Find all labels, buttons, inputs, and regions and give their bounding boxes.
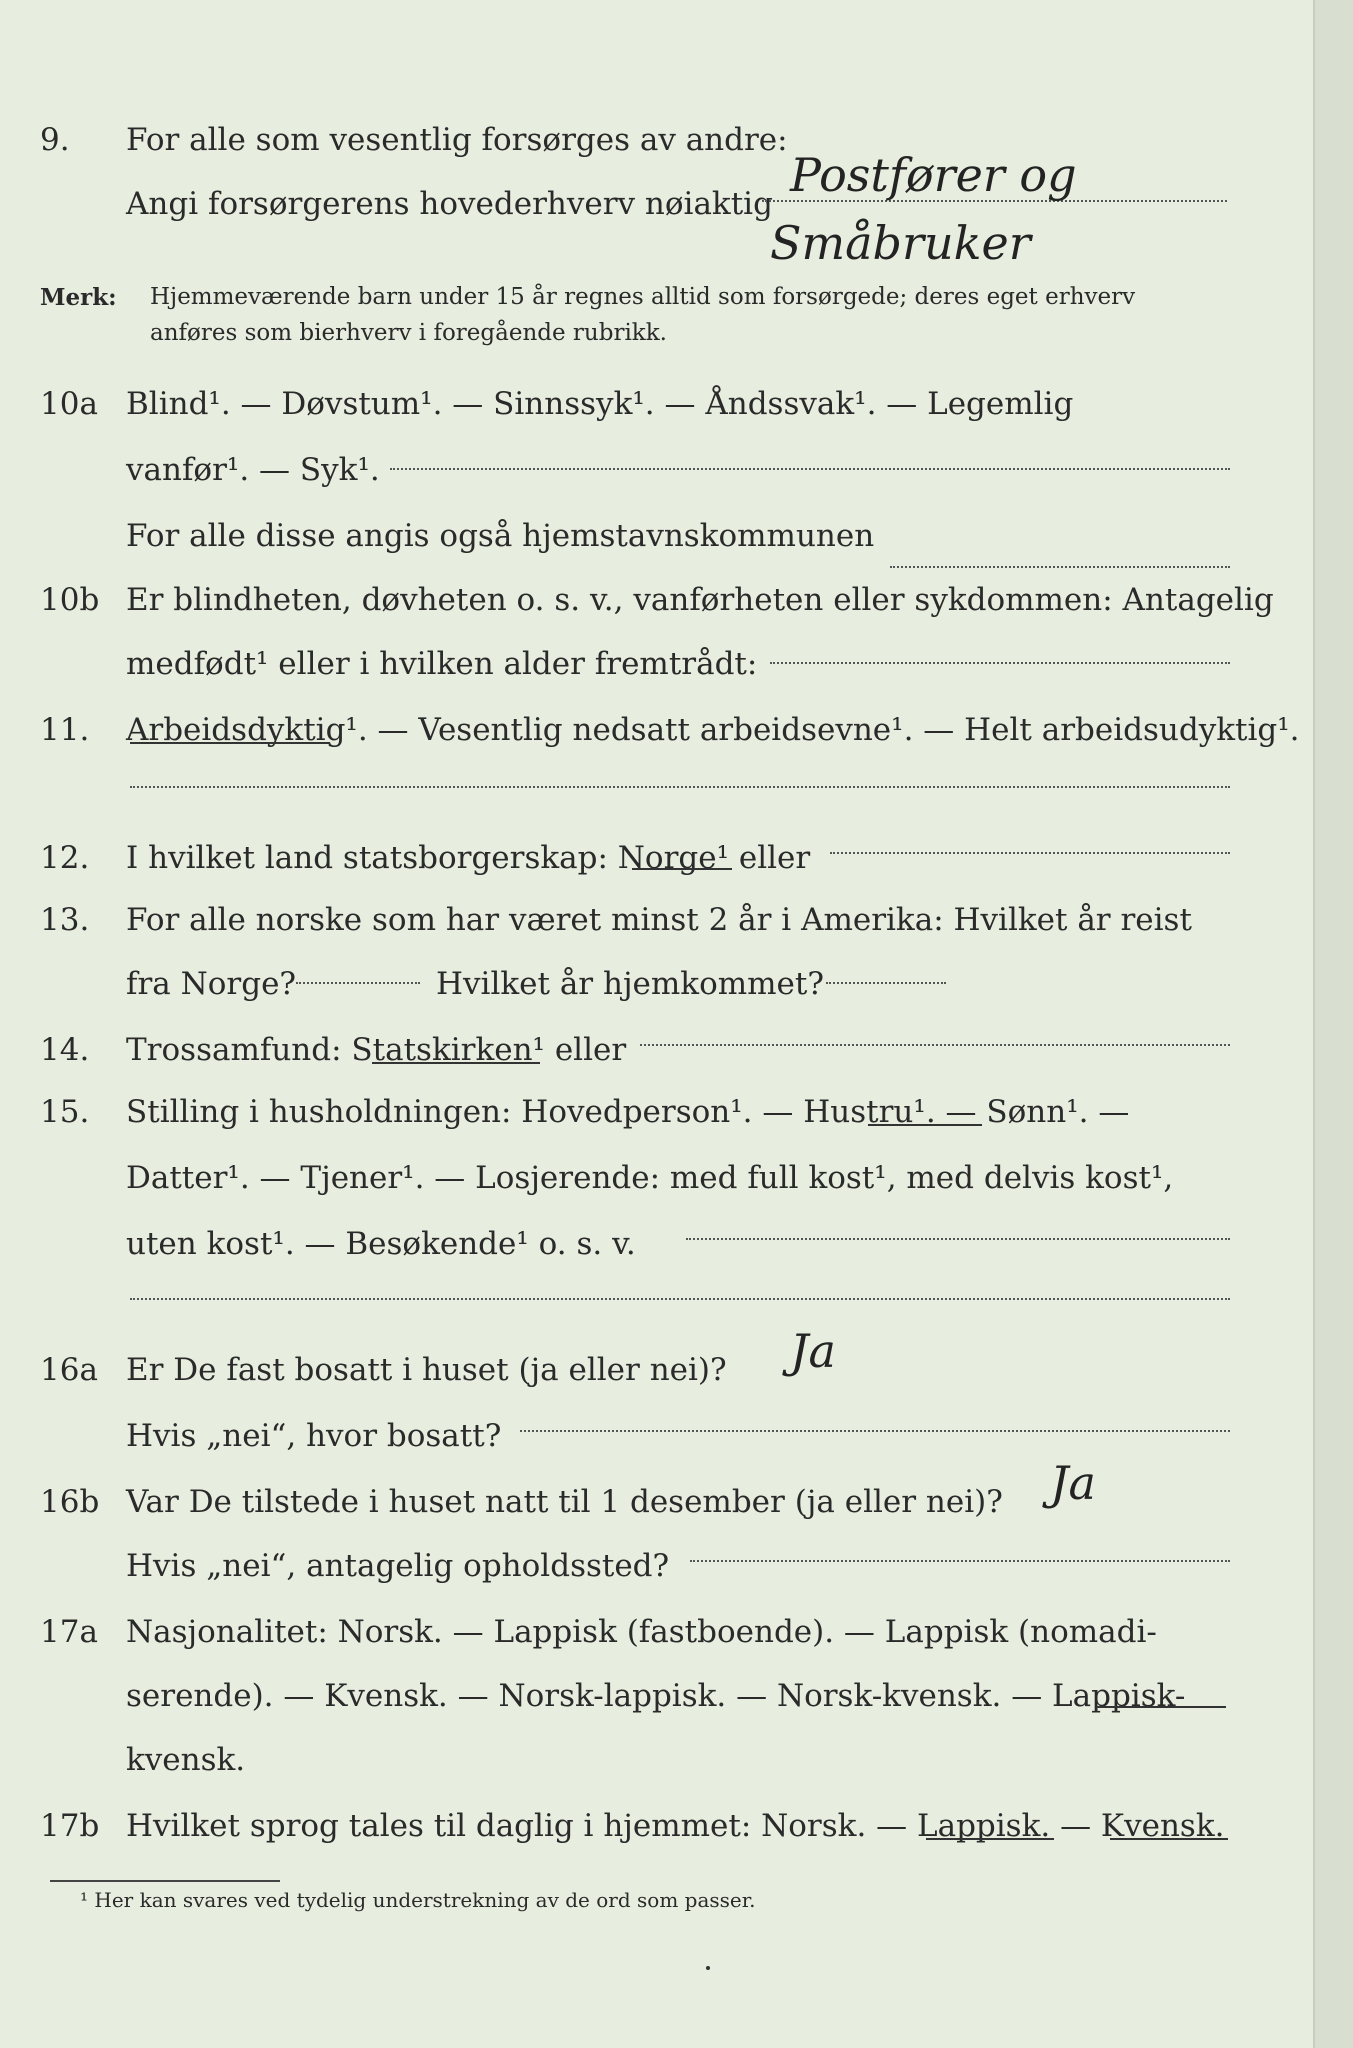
q10a-text-3: For alle disse angis også hjemstavnskommunen (126, 518, 875, 554)
q10a-answer-line-1 (390, 468, 1230, 470)
q17a-number: 17a (40, 1614, 98, 1650)
q13-text-1: For alle norske som har været minst 2 år i Amerika: Hvilket år reist (126, 902, 1192, 938)
q15-line3 (40, 1204, 1240, 1270)
note-text-2: anføres som bierhverv i foregående rubrikk. (150, 320, 667, 346)
q17a-line2 (40, 1656, 1240, 1722)
q16b-text-2: Hvis „nei“, antagelig opholdssted? (126, 1548, 670, 1584)
q10b-line2 (40, 624, 1240, 690)
q10b-answer-line (770, 662, 1230, 664)
footnote-separator (50, 1880, 280, 1882)
q10b-number: 10b (40, 582, 100, 618)
q15-text-2: Datter¹. — Tjener¹. — Losjerende: med full kost¹, med delvis kost¹, (126, 1160, 1174, 1196)
q16a-line2 (40, 1396, 1240, 1462)
q14-underline-statskirken (372, 1062, 540, 1064)
footnote: ¹ Her kan svares ved tydelig understrekning av de ord som passer. (80, 1888, 756, 1912)
q15-answer-line-1 (686, 1238, 1230, 1240)
q14-number: 14. (40, 1032, 90, 1068)
q15-text-3: uten kost¹. — Besøkende¹ o. s. v. (126, 1226, 636, 1262)
q17a-line3 (40, 1720, 1240, 1786)
q16b-handwritten-answer: Ja (1050, 1456, 1096, 1510)
q13-line1 (40, 880, 1240, 946)
q10b-line1 (40, 560, 1274, 626)
q14-line1 (40, 1010, 1240, 1076)
q10a-line3 (40, 496, 1240, 562)
q15-underline-hustru (868, 1124, 982, 1126)
q9-handwritten-answer-2: Småbruker (770, 216, 1031, 270)
q15-line2 (40, 1138, 1240, 1204)
q14-text-1: Trossamfund: Statskirken¹ eller (126, 1032, 627, 1068)
q17a-line1 (40, 1592, 1240, 1658)
q15-answer-line-2 (130, 1298, 1230, 1300)
note-text-1: Hjemmeværende barn under 15 år regnes alltid som forsørgede; deres eget erhverv (150, 284, 1136, 310)
q9-text-2: Angi forsørgerens hovederhverv nøiaktig (126, 186, 773, 222)
q11-underline-arbeidsdyktig (130, 742, 330, 744)
q11-answer-line (130, 786, 1230, 788)
q17a-text-3: kvensk. (126, 1742, 246, 1778)
q10a-text-1: Blind¹. — Døvstum¹. — Sinnssyk¹. — Åndssvak¹. — Legemlig (126, 386, 1074, 422)
q16a-text-2: Hvis „nei“, hvor bosatt? (126, 1418, 502, 1454)
note-line1 (40, 284, 1136, 311)
q17a-underline-lappisk-kvensk (1096, 1706, 1226, 1708)
q11-text-1: Arbeidsdyktig¹. — Vesentlig nedsatt arbeidsevne¹. — Helt arbeidsudyktig¹. (126, 712, 1300, 748)
q10b-text-1: Er blindheten, døvheten o. s. v., vanførheten eller sykdommen: Antagelig (126, 582, 1274, 618)
q12-answer-line (830, 852, 1230, 854)
q13-answer-line-1 (296, 982, 420, 984)
q16a-handwritten-answer: Ja (790, 1324, 836, 1378)
q10b-text-2: medfødt¹ eller i hvilken alder fremtrådt: (126, 646, 758, 682)
q13-text-2a: fra Norge? (126, 966, 297, 1002)
q11-line1 (40, 690, 1300, 756)
q16a-answer-line (520, 1430, 1230, 1432)
q15-number: 15. (40, 1094, 90, 1130)
q11-number: 11. (40, 712, 90, 748)
q10a-number: 10a (40, 386, 98, 422)
q17a-text-1: Nasjonalitet: Norsk. — Lappisk (fastboende). — Lappisk (nomadi- (126, 1614, 1157, 1650)
q10a-line2 (40, 430, 1240, 496)
q16a-text-1: Er De fast bosatt i huset (ja eller nei)? (126, 1352, 727, 1388)
q16b-line2 (40, 1526, 1240, 1592)
q16b-answer-line (690, 1560, 1230, 1562)
q13-text-2b: Hvilket år hjemkommet? (436, 966, 824, 1002)
q13-number: 13. (40, 902, 90, 938)
q9-text-1: For alle som vesentlig forsørges av andre: (126, 122, 788, 158)
q17b-underline-lappisk (926, 1838, 1054, 1840)
q17b-text-1: Hvilket sprog tales til daglig i hjemmet: Norsk. — Lappisk. — Kvensk. (126, 1808, 1225, 1844)
q12-number: 12. (40, 840, 90, 876)
note-label: Merk: (40, 284, 117, 311)
q13-line2 (40, 944, 1240, 1010)
q16a-number: 16a (40, 1352, 98, 1388)
q9-number: 9. (40, 122, 70, 158)
page-edge (1313, 0, 1353, 2048)
q12-underline-norge (632, 868, 732, 870)
q10a-line1 (40, 364, 1240, 430)
q15-text-1: Stilling i husholdningen: Hovedperson¹. — Hustru¹. — Sønn¹. — (126, 1094, 1130, 1130)
q14-answer-line (640, 1044, 1230, 1046)
q16a-line1 (40, 1330, 1240, 1396)
q17b-underline-kvensk (1110, 1838, 1228, 1840)
q15-line1 (40, 1072, 1240, 1138)
q17b-line1 (40, 1786, 1240, 1852)
q9-handwritten-answer-1: Postfører og (790, 148, 1077, 202)
q17b-number: 17b (40, 1808, 100, 1844)
q16b-text-1: Var De tilstede i huset natt til 1 desember (ja eller nei)? (126, 1484, 1003, 1520)
q13-answer-line-2 (826, 982, 946, 984)
q16b-number: 16b (40, 1484, 100, 1520)
q12-line1 (40, 818, 1240, 884)
q10a-text-2: vanfør¹. — Syk¹. (126, 452, 380, 488)
page-mark (706, 1966, 710, 1970)
q17a-text-2: serende). — Kvensk. — Norsk-lappisk. — Norsk-kvensk. — Lappisk- (126, 1678, 1186, 1714)
q12-text-1: I hvilket land statsborgerskap: Norge¹ eller (126, 840, 811, 876)
